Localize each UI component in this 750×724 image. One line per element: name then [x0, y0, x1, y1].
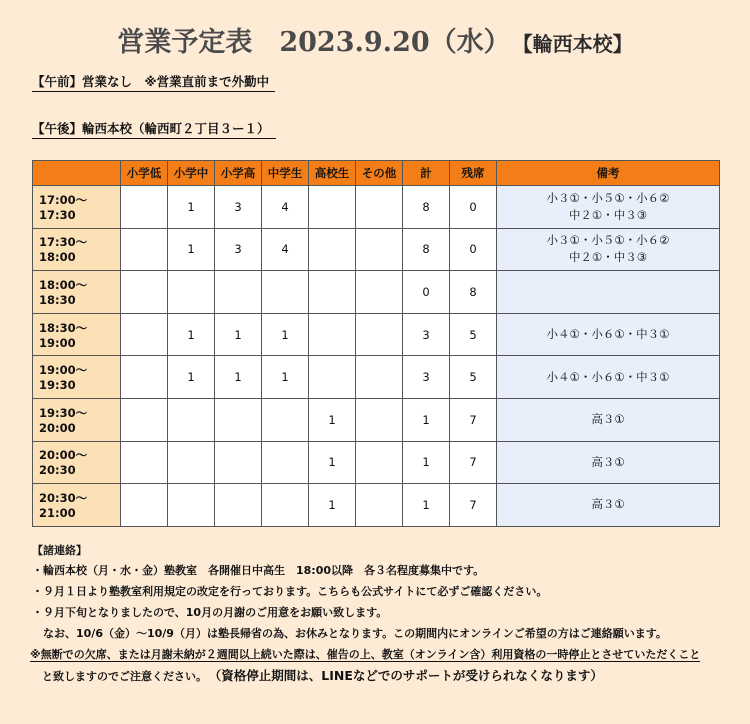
remarks-cell [497, 313, 720, 356]
remarks-cell [497, 484, 720, 527]
remarks-cell [497, 271, 720, 314]
count-cell: 7 [450, 441, 497, 484]
count-cell: 3 [403, 313, 450, 356]
remarks-cell [497, 441, 720, 484]
time-slot-cell: 18:00〜18:30 [33, 271, 121, 314]
count-cell [309, 271, 356, 314]
warning-line-2: と致しますのでご注意ください。 （資格停止期間は、LINEなどでのサポートが受けられなくなります） [42, 668, 603, 683]
count-cell [121, 441, 168, 484]
count-cell [356, 313, 403, 356]
notice-item: ・輪西本校（月・水・金）塾教室 各開催日中高生 18:00以降 各３名程度募集中です。 [32, 564, 485, 577]
time-slot-cell: 20:00〜20:30 [33, 441, 121, 484]
table-row [33, 441, 720, 484]
notice-item: ・９月下旬となりましたので、10月の月謝のご用意をお願い致します。 [32, 606, 388, 619]
table-header-cell: 備考 [497, 161, 720, 186]
time-slot-cell: 20:30〜21:00 [33, 484, 121, 527]
count-cell [356, 271, 403, 314]
count-cell [121, 228, 168, 271]
warning-line-1: ※無断での欠席、または月謝未納が２週間以上続いた際は、催告の上、教室（オンライン含）利用資格の一時停止とさせていただくこと [30, 648, 701, 661]
notices-heading: 【諸連絡】 [32, 544, 87, 557]
count-cell: 3 [215, 228, 262, 271]
count-cell [262, 271, 309, 314]
table-header-cell: 中学生 [262, 161, 309, 186]
count-cell [356, 484, 403, 527]
count-cell: 8 [403, 186, 450, 229]
count-cell: 1 [309, 441, 356, 484]
count-cell: 1 [309, 484, 356, 527]
count-cell: 1 [215, 356, 262, 399]
time-slot-cell: 19:30〜20:00 [33, 398, 121, 441]
count-cell [215, 484, 262, 527]
title-date: 営業予定表 2023.9.20（水） [117, 27, 511, 58]
count-cell: 7 [450, 484, 497, 527]
count-cell: 0 [450, 228, 497, 271]
table-header-cell: 小学中 [168, 161, 215, 186]
count-cell: 5 [450, 356, 497, 399]
remarks-cell [497, 398, 720, 441]
remarks-line: 中２①・中３③ [568, 250, 648, 265]
time-slot-cell: 17:00〜17:30 [33, 186, 121, 229]
count-cell [168, 441, 215, 484]
afternoon-location: 【午後】輪西本校（輪西町２丁目３ー１） [32, 119, 276, 139]
time-slot-cell: 17:30〜18:00 [33, 228, 121, 271]
remarks-line: 小４①・小６①・中３① [546, 327, 670, 342]
count-cell [309, 186, 356, 229]
table-header-cell: 高校生 [309, 161, 356, 186]
count-cell [215, 441, 262, 484]
count-cell [121, 398, 168, 441]
count-cell [262, 398, 309, 441]
count-cell: 1 [215, 313, 262, 356]
morning-status: 【午前】営業なし ※営業直前まで外勤中 [32, 72, 275, 92]
count-cell: 0 [403, 271, 450, 314]
remarks-line: 中２①・中３③ [568, 207, 648, 222]
remarks-cell [497, 356, 720, 399]
count-cell: 3 [403, 356, 450, 399]
table-body [33, 186, 720, 527]
remarks-line: 高３① [591, 412, 625, 427]
count-cell [356, 228, 403, 271]
remarks-line: 小３①・小５①・小６② [546, 233, 670, 248]
count-cell [215, 271, 262, 314]
count-cell [121, 484, 168, 527]
count-cell: 0 [450, 186, 497, 229]
count-cell [356, 398, 403, 441]
count-cell: 1 [262, 313, 309, 356]
count-cell: 5 [450, 313, 497, 356]
table-header-cell: その他 [356, 161, 403, 186]
table-row [33, 186, 720, 229]
remarks-line: 高３① [591, 454, 625, 469]
count-cell: 1 [309, 398, 356, 441]
table-header-cell: 計 [403, 161, 450, 186]
count-cell [121, 356, 168, 399]
schedule-table [32, 160, 720, 527]
table-row [33, 484, 720, 527]
notices [32, 542, 732, 687]
title-school: 【輪西本校】 [522, 32, 633, 56]
count-cell: 1 [403, 398, 450, 441]
count-cell [168, 484, 215, 527]
table-row [33, 313, 720, 356]
table-row [33, 398, 720, 441]
count-cell: 8 [450, 271, 497, 314]
count-cell: 1 [403, 441, 450, 484]
table-row [33, 271, 720, 314]
count-cell [309, 228, 356, 271]
count-cell: 1 [168, 228, 215, 271]
count-cell: 1 [168, 313, 215, 356]
count-cell [309, 313, 356, 356]
remarks-cell [497, 186, 720, 229]
table-row [33, 228, 720, 271]
table-header-cell: 小学低 [121, 161, 168, 186]
remarks-cell [497, 228, 720, 271]
count-cell: 1 [403, 484, 450, 527]
time-slot-cell: 18:30〜19:00 [33, 313, 121, 356]
count-cell: 4 [262, 186, 309, 229]
count-cell [262, 484, 309, 527]
table-header-row [33, 161, 720, 186]
time-slot-cell: 19:00〜19:30 [33, 356, 121, 399]
remarks-line: 小４①・小６①・中３① [546, 369, 670, 384]
count-cell [121, 186, 168, 229]
warning-extra: （資格停止期間は、LINEなどでのサポートが受けられなくなります） [215, 668, 603, 683]
count-cell [356, 441, 403, 484]
count-cell [262, 441, 309, 484]
table-header-cell: 残席 [450, 161, 497, 186]
table-header-cell: 小学高 [215, 161, 262, 186]
count-cell [356, 356, 403, 399]
notice-item: ・９月１日より塾教室利用規定の改定を行っております。こちらも公式サイトにて必ずご確認ください。 [32, 585, 548, 598]
page-title [0, 20, 750, 59]
count-cell [168, 398, 215, 441]
count-cell: 3 [215, 186, 262, 229]
table-header-cell [33, 161, 121, 186]
count-cell [121, 313, 168, 356]
count-cell [309, 356, 356, 399]
count-cell [356, 186, 403, 229]
remarks-line: 小３①・小５①・小６② [546, 190, 670, 205]
count-cell [168, 271, 215, 314]
notice-item: なお、10/6（金）〜10/9（月）は塾長帰省の為、お休みとなります。この期間内にオンラインご希望の方はご連絡願います。 [32, 627, 667, 640]
count-cell: 8 [403, 228, 450, 271]
count-cell: 4 [262, 228, 309, 271]
count-cell [215, 398, 262, 441]
remarks-line: 高３① [591, 497, 625, 512]
count-cell: 1 [168, 186, 215, 229]
count-cell: 1 [262, 356, 309, 399]
count-cell [121, 271, 168, 314]
count-cell: 7 [450, 398, 497, 441]
table-row [33, 356, 720, 399]
count-cell: 1 [168, 356, 215, 399]
